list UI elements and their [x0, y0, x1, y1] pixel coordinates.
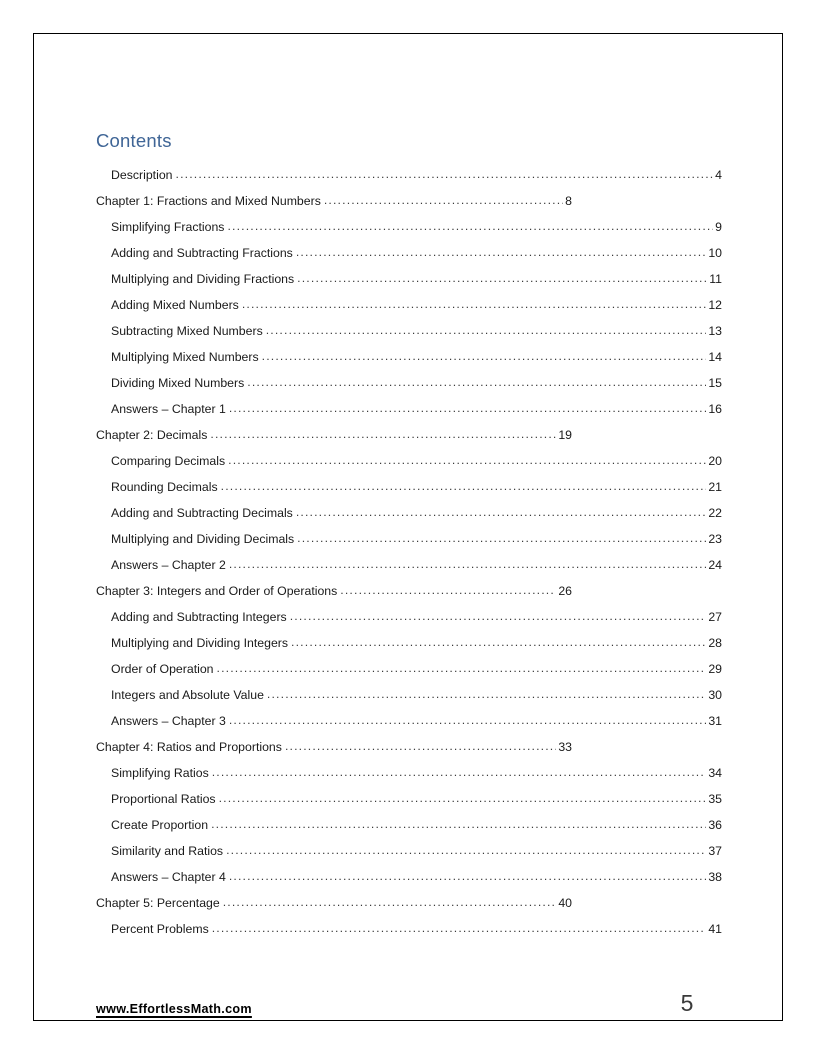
toc-entry-page-number: 10	[708, 246, 722, 260]
toc-entry-page-number: 22	[708, 506, 722, 520]
toc-dot-leader	[211, 818, 706, 831]
toc-entry[interactable]	[34, 734, 783, 760]
toc-dot-leader	[217, 662, 707, 675]
document-page	[33, 33, 783, 1021]
toc-entry-page-number: 27	[708, 610, 722, 624]
toc-entry-page-number: 26	[558, 584, 572, 598]
toc-entry-label: Similarity and Ratios	[111, 844, 224, 858]
toc-entry-row	[111, 552, 722, 578]
footer-page-number: 5	[680, 990, 694, 1016]
toc-dot-leader	[291, 636, 706, 649]
toc-entry-label: Chapter 5: Percentage	[96, 896, 220, 910]
toc-entry[interactable]	[34, 448, 783, 474]
toc-entry[interactable]	[34, 240, 783, 266]
toc-entry-label: Answers – Chapter 3	[111, 714, 226, 728]
toc-entry-row	[111, 864, 722, 890]
table-of-contents	[34, 162, 783, 942]
toc-entry-page-number: 37	[708, 844, 722, 858]
toc-entry[interactable]	[34, 630, 783, 656]
toc-dot-leader	[210, 428, 556, 441]
toc-entry-page-number: 13	[708, 324, 722, 338]
toc-entry-row	[111, 760, 722, 786]
toc-dot-leader	[229, 870, 706, 883]
toc-entry[interactable]	[34, 188, 783, 214]
toc-dot-leader	[290, 610, 707, 623]
toc-entry[interactable]	[34, 760, 783, 786]
toc-dot-leader	[296, 246, 706, 259]
toc-entry[interactable]	[34, 578, 783, 604]
toc-dot-leader	[227, 220, 713, 233]
toc-entry[interactable]	[34, 682, 783, 708]
toc-entry-label: Answers – Chapter 4	[111, 870, 226, 884]
toc-entry-row	[111, 266, 722, 292]
toc-dot-leader	[285, 740, 556, 753]
toc-entry-row	[111, 916, 722, 942]
toc-entry-page-number: 30	[708, 688, 722, 702]
toc-dot-leader	[219, 792, 707, 805]
toc-entry-page-number: 31	[708, 714, 722, 728]
toc-entry-label: Integers and Absolute Value	[111, 688, 264, 702]
toc-entry-page-number: 8	[565, 194, 572, 208]
toc-entry[interactable]	[34, 344, 783, 370]
footer-website-link[interactable]: www.EffortlessMath.com	[96, 1002, 252, 1016]
toc-entry-page-number: 20	[708, 454, 722, 468]
toc-entry-page-number: 40	[558, 896, 572, 910]
toc-entry[interactable]	[34, 604, 783, 630]
toc-entry-label: Adding and Subtracting Decimals	[111, 506, 293, 520]
toc-entry-label: Chapter 4: Ratios and Proportions	[96, 740, 282, 754]
toc-entry-row	[111, 396, 722, 422]
toc-entry-label: Answers – Chapter 2	[111, 558, 226, 572]
toc-entry-row	[111, 500, 722, 526]
toc-entry-label: Percent Problems	[111, 922, 209, 936]
toc-entry[interactable]	[34, 708, 783, 734]
toc-entry-row	[111, 474, 722, 500]
toc-entry-label: Chapter 3: Integers and Order of Operations	[96, 584, 338, 598]
toc-entry-page-number: 14	[708, 350, 722, 364]
toc-entry-row	[111, 162, 722, 188]
toc-entry-label: Multiplying and Dividing Integers	[111, 636, 289, 650]
toc-entry-row	[111, 604, 722, 630]
toc-entry-page-number: 9	[715, 220, 722, 234]
toc-entry-label: Subtracting Mixed Numbers	[111, 324, 263, 338]
toc-entry-row	[111, 370, 722, 396]
toc-entry-page-number: 12	[708, 298, 722, 312]
toc-entry[interactable]	[34, 916, 783, 942]
toc-entry[interactable]	[34, 552, 783, 578]
toc-entry-page-number: 38	[708, 870, 722, 884]
toc-entry-row	[111, 448, 722, 474]
toc-entry-label: Multiplying Mixed Numbers	[111, 350, 259, 364]
toc-entry-row	[111, 292, 722, 318]
toc-dot-leader	[266, 324, 707, 337]
toc-entry-row	[111, 656, 722, 682]
toc-entry-row	[111, 344, 722, 370]
toc-entry-page-number: 33	[558, 740, 572, 754]
toc-entry-page-number: 23	[708, 532, 722, 546]
toc-entry-label: Chapter 1: Fractions and Mixed Numbers	[96, 194, 321, 208]
toc-entry-row	[111, 318, 722, 344]
toc-dot-leader	[324, 194, 563, 207]
toc-entry-label: Description	[111, 168, 173, 182]
toc-entry-label: Rounding Decimals	[111, 480, 218, 494]
toc-entry-label: Adding and Subtracting Integers	[111, 610, 287, 624]
toc-entry-row	[111, 214, 722, 240]
toc-entry-label: Order of Operation	[111, 662, 214, 676]
toc-entry[interactable]	[34, 370, 783, 396]
toc-entry-label: Chapter 2: Decimals	[96, 428, 208, 442]
toc-entry[interactable]	[34, 422, 783, 448]
toc-entry[interactable]	[34, 500, 783, 526]
toc-entry[interactable]	[34, 890, 783, 916]
toc-entry-page-number: 28	[708, 636, 722, 650]
toc-entry[interactable]	[34, 786, 783, 812]
toc-entry-label: Multiplying and Dividing Decimals	[111, 532, 295, 546]
toc-entry[interactable]	[34, 474, 783, 500]
toc-entry-row	[111, 812, 722, 838]
toc-dot-leader	[297, 532, 706, 545]
toc-dot-leader	[212, 766, 707, 779]
toc-entry[interactable]	[34, 266, 783, 292]
toc-entry[interactable]	[34, 318, 783, 344]
toc-dot-leader	[228, 454, 706, 467]
toc-entry-row	[111, 240, 722, 266]
toc-dot-leader	[229, 558, 706, 571]
toc-entry-label: Create Proportion	[111, 818, 209, 832]
toc-dot-leader	[223, 896, 557, 909]
toc-dot-leader	[226, 844, 706, 857]
toc-entry-page-number: 41	[708, 922, 722, 936]
toc-entry-label: Adding and Subtracting Fractions	[111, 246, 293, 260]
toc-entry-page-number: 15	[708, 376, 722, 390]
toc-entry-page-number: 24	[708, 558, 722, 572]
toc-entry[interactable]	[34, 656, 783, 682]
toc-entry-row	[111, 838, 722, 864]
toc-entry-label: Simplifying Fractions	[111, 220, 225, 234]
toc-entry-label: Adding Mixed Numbers	[111, 298, 239, 312]
toc-entry-page-number: 19	[558, 428, 572, 442]
toc-entry-row	[111, 708, 722, 734]
toc-entry[interactable]	[34, 812, 783, 838]
toc-entry-row	[111, 526, 722, 552]
toc-entry[interactable]	[34, 838, 783, 864]
toc-entry-page-number: 4	[715, 168, 722, 182]
toc-entry-row	[96, 890, 572, 916]
toc-entry-page-number: 11	[709, 272, 722, 286]
toc-entry-label: Dividing Mixed Numbers	[111, 376, 245, 390]
toc-dot-leader	[262, 350, 707, 363]
toc-dot-leader	[267, 688, 706, 701]
toc-dot-leader	[296, 506, 706, 519]
toc-entry-label: Simplifying Ratios	[111, 766, 209, 780]
toc-entry-label: Multiplying and Dividing Fractions	[111, 272, 295, 286]
toc-entry-page-number: 21	[708, 480, 722, 494]
toc-entry-row	[96, 578, 572, 604]
toc-entry-row	[111, 786, 722, 812]
toc-entry-row	[96, 188, 572, 214]
toc-entry-page-number: 16	[708, 402, 722, 416]
toc-entry-row	[96, 422, 572, 448]
toc-dot-leader	[297, 272, 707, 285]
toc-entry[interactable]	[34, 292, 783, 318]
toc-entry-page-number: 36	[708, 818, 722, 832]
toc-entry-row	[111, 630, 722, 656]
toc-dot-leader	[221, 480, 707, 493]
toc-entry-page-number: 29	[708, 662, 722, 676]
toc-dot-leader	[242, 298, 707, 311]
toc-entry-page-number: 35	[708, 792, 722, 806]
toc-dot-leader	[247, 376, 706, 389]
toc-entry[interactable]	[34, 162, 783, 188]
toc-entry-page-number: 34	[708, 766, 722, 780]
toc-dot-leader	[340, 584, 556, 597]
toc-dot-leader	[229, 402, 706, 415]
toc-entry[interactable]	[34, 396, 783, 422]
toc-entry[interactable]	[34, 526, 783, 552]
toc-entry[interactable]	[34, 864, 783, 890]
page-title: Contents	[96, 130, 172, 151]
toc-entry-label: Comparing Decimals	[111, 454, 226, 468]
toc-dot-leader	[229, 714, 706, 727]
toc-entry[interactable]	[34, 214, 783, 240]
toc-entry-label: Proportional Ratios	[111, 792, 216, 806]
toc-dot-leader	[176, 168, 714, 181]
toc-entry-row	[111, 682, 722, 708]
toc-entry-row	[96, 734, 572, 760]
toc-entry-label: Answers – Chapter 1	[111, 402, 226, 416]
toc-dot-leader	[212, 922, 707, 935]
